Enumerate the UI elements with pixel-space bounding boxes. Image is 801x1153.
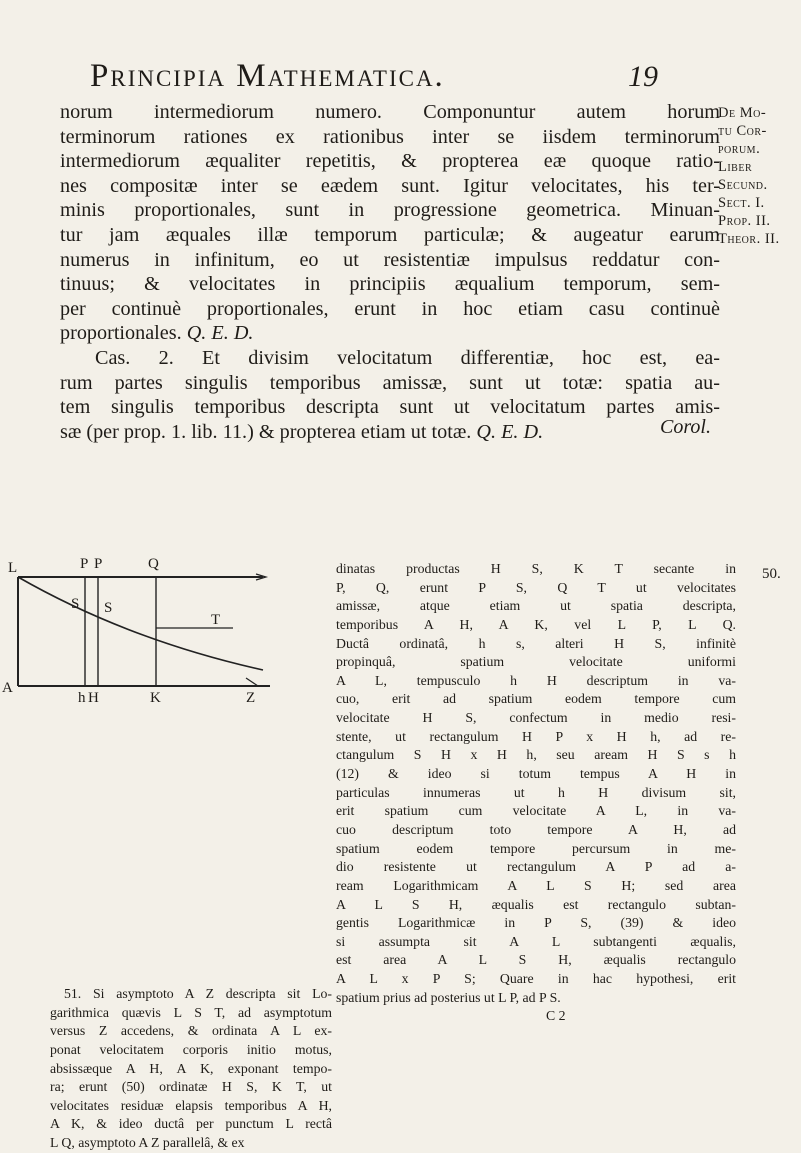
text-span: sæ (per prop. 1. lib. 11.) & propterea etiam ut totæ. [60, 420, 472, 443]
footnote-line: erit spatium cum velocitate A L, in va- [336, 803, 736, 819]
margin-note: Liber [718, 159, 753, 175]
footnote-line: Ductâ ordinatâ, h s, alteri H S, infinitè [336, 635, 736, 651]
label-a: A [2, 680, 13, 696]
text-line: tinuus; & velocitates in principiis æqualium temporum, sem- [60, 273, 720, 296]
footnote-line: A L S H, æqualis est rectangulo subtan- [336, 896, 736, 912]
footnote-line: dinatas productas H S, K T secante in [336, 561, 736, 576]
footnote-line: cuo, erit ad spatium eodem tempore cum [336, 691, 736, 707]
footnote-line: P, Q, erunt P S, Q T ut velocitates [336, 579, 736, 595]
label-p1: P [80, 556, 89, 572]
margin-note: tu Cor- [718, 123, 767, 139]
footnote-line: A L, tempusculo h H descriptum in va- [336, 672, 736, 688]
footnote-line: (12) & ideo si totum tempus A H in [336, 766, 736, 782]
footnote-line: ponat velocitatem corporis initio motus, [50, 1041, 332, 1057]
footnote-line: L Q, asymptoto A Z parallelâ, & ex [50, 1135, 245, 1151]
running-head [0, 58, 801, 102]
label-s1: S [71, 596, 80, 612]
footnote-line: amissæ, atque etiam ut spatia descripta, [336, 598, 736, 614]
text-line: rum partes singulis temporibus amissæ, sunt ut totæ: spatia au- [60, 371, 720, 394]
text-line: per continuè proportionales, erunt in hoc etiam casu continuè [60, 297, 720, 320]
footnote-line: A K, & ideo ductâ per punctum L rectâ [50, 1116, 332, 1132]
label-l: L [8, 560, 18, 576]
qed-mark: Q. E. D. [186, 322, 254, 345]
text-line [60, 321, 720, 346]
footnote-line: ream Logarithmicam A L S H; sed area [336, 877, 736, 893]
footnote-line: si assumpta sit A L subtangenti æqualis, [336, 933, 736, 949]
text-line [60, 420, 720, 445]
footnote-line: spatium eodem tempore percursum in me- [336, 840, 736, 856]
text-line: tem singulis temporibus descripta sunt ut velocitatum partes amis- [60, 396, 720, 419]
footnote-line: gentis Logarithmicæ in P S, (39) & ideo [336, 915, 736, 931]
text-line: tur jam æquales illæ temporum particulæ; & augeatur earum [60, 223, 720, 246]
text-span: proportionales. [60, 322, 182, 345]
footnote-line: ctangulum S H x H h, seu aream H S s h [336, 747, 736, 763]
text-line: Cas. 2. Et divisim velocitatum differentiæ, hoc est, ea- [95, 346, 720, 369]
footnote-line: est area A L S H, æqualis rectangulo [336, 952, 736, 968]
label-p2: P [94, 556, 103, 572]
text-line: numerus in infinitum, eo ut resistentiæ impulsus reddatur con- [60, 248, 720, 271]
text-line: terminorum rationes ex rationibus inter se iisdem terminorum [60, 125, 720, 148]
footnote-line: stente, ut rectangulum H P x H h, ad re- [336, 728, 736, 744]
text-line: nes compositæ inter se eædem sunt. Igitur velocitates, his ter- [60, 174, 720, 197]
logarithmic-curve-figure [2, 556, 298, 770]
text-line: intermediorum æqualiter repetitis, & propterea eæ quoque ratio- [60, 150, 720, 173]
footnote-line: versus Z accedens, & ordinata A L ex- [50, 1023, 332, 1039]
signature-mark: C 2 [546, 1008, 566, 1024]
label-z: Z [246, 690, 256, 706]
text-line: minis proportionales, sunt in progressione geometrica. Minuan- [60, 199, 720, 222]
page-number: 19 [628, 60, 658, 93]
label-s2: S [104, 600, 113, 616]
margin-note: porum. [718, 141, 761, 157]
catchword: Corol. [660, 416, 711, 438]
side-note-number: 50. [762, 566, 781, 582]
qed-mark: Q. E. D. [476, 420, 544, 443]
tick-z [246, 678, 258, 686]
margin-note: Secund. [718, 177, 768, 193]
label-k: K [150, 690, 161, 706]
footnote-line: cuo descriptum toto tempore A H, ad [336, 821, 736, 837]
footnote-line: propinquâ, spatium velocitate uniformi [336, 654, 736, 670]
footnote-line: garithmica quævis L S T, ad asymptotum [50, 1004, 332, 1020]
footnote-line: particulas innumeras ut h H divisum sit, [336, 784, 736, 800]
footnote-line: ra; erunt (50) ordinatæ H S, K T, ut [50, 1079, 332, 1095]
margin-note: De Mo- [718, 105, 767, 121]
footnote-line: A L x P S; Quare in hac hypothesi, erit [336, 971, 736, 987]
figure-drawing [8, 560, 298, 770]
margin-note: Theor. II. [718, 231, 780, 247]
footnote-left [50, 985, 332, 1153]
footnote-right [336, 560, 736, 1026]
footnote-line: dio resistente ut rectangulum A P ad a- [336, 859, 736, 875]
margin-notes [718, 104, 801, 248]
running-head-title: Principia Mathematica. [90, 58, 445, 94]
footnote-line: temporibus A H, A K, vel L P, L Q. [336, 616, 736, 632]
margin-note: Sect. I. [718, 195, 765, 211]
label-h: H [88, 690, 99, 706]
footnote-line: 51. Si asymptoto A Z descripta sit Lo- [64, 986, 332, 1001]
label-q: Q [148, 556, 159, 572]
label-h-small: h [78, 690, 86, 706]
logarithmic-curve [18, 577, 263, 670]
margin-note: Prop. II. [718, 213, 771, 229]
footnote-line: velocitate H S, confectum in medio resi- [336, 710, 736, 726]
text-line: norum intermediorum numero. Componuntur autem horum [60, 101, 720, 123]
footnote-line: absissæque A H, A K, exponant tempo- [50, 1060, 332, 1076]
footnote-line: spatium prius ad posterius ut L P, ad P S. [336, 989, 561, 1005]
main-text [60, 100, 720, 444]
label-t: T [211, 612, 221, 628]
footnote-line: velocitates residuæ elapsis temporibus A H, [50, 1097, 332, 1113]
